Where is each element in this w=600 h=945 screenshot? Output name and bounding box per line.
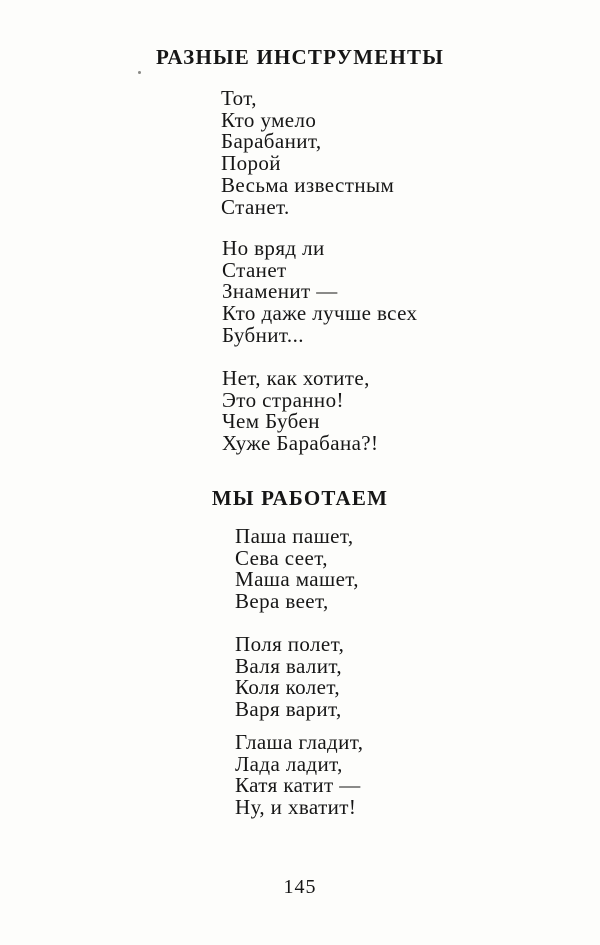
poem1-stanza3 (222, 368, 378, 455)
poem-line: Порой (221, 151, 281, 176)
poem2-stanza1 (235, 526, 359, 613)
poem2-stanza2 (235, 634, 344, 721)
poem-line: Хуже Барабана?! (222, 431, 379, 456)
poem-title-my-rabotaem: МЫ РАБОТАЕМ (211, 486, 389, 510)
poem-line: Весьма известным (221, 172, 395, 197)
poem-line: Кто умело (221, 107, 317, 132)
poem-line: Чем Бубен (222, 409, 320, 434)
poem-line: Сева сеет, (235, 545, 328, 570)
poem-line: Бубнит... (222, 322, 304, 347)
poem1-stanza2 (222, 238, 417, 347)
poem-line: Катя катит — (235, 773, 361, 798)
poem-line: Знаменит — (222, 279, 338, 304)
poem-line: Кто даже лучше всех (222, 301, 418, 326)
poem-line: Тот, (221, 86, 257, 110)
poem1-stanza1 (221, 88, 394, 218)
poem-line: Станет. (221, 194, 290, 219)
poem-line: Паша пашет, (235, 524, 354, 548)
poem-line: Варя варит, (235, 697, 342, 722)
page-number: 145 (283, 876, 317, 898)
poem-line: Станет (222, 257, 287, 282)
poem-line: Глаша гладит, (235, 730, 364, 754)
poem-line: Барабанит, (221, 129, 322, 154)
scan-speck (138, 71, 141, 74)
poem2-stanza3 (235, 732, 363, 819)
poem-title-raznye-instrumenty: РАЗНЫЕ ИНСТРУМЕНТЫ (155, 45, 445, 69)
poem-line: Маша машет, (235, 567, 359, 592)
poem-line: Поля полет, (235, 632, 345, 656)
poem-line: Но вряд ли (222, 236, 325, 260)
poem-line: Валя валит, (235, 653, 343, 678)
poem-line: Коля колет, (235, 675, 340, 700)
poem-line: Нет, как хотите, (222, 366, 370, 390)
poem-line: Лада ладит, (235, 751, 343, 776)
poem-line: Это странно! (222, 387, 344, 412)
poem-line: Вера веет, (235, 589, 329, 614)
poem-line: Ну, и хватит! (235, 795, 357, 820)
